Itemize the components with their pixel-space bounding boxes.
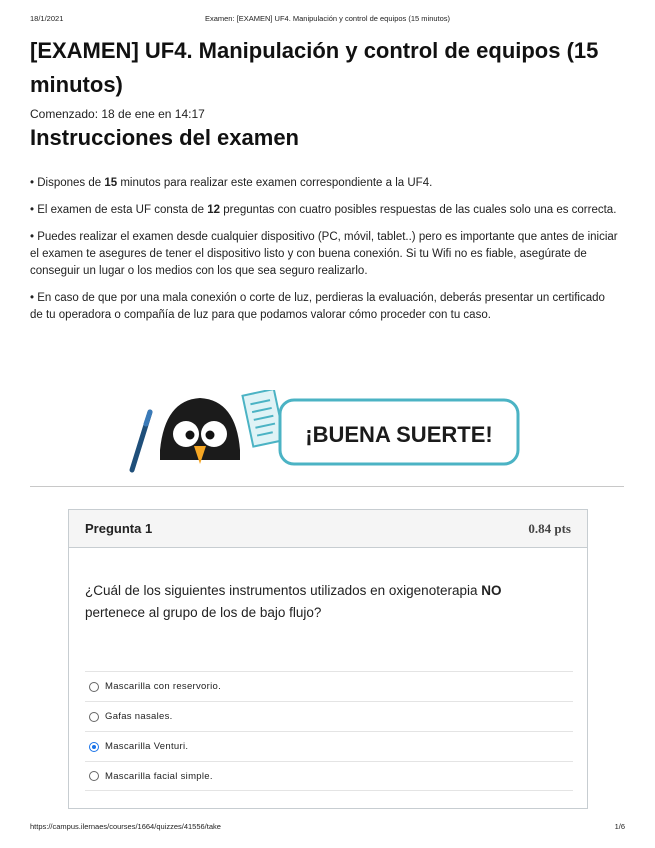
- print-footer: [30, 822, 625, 834]
- answer-option[interactable]: [85, 671, 573, 701]
- answer-list: [85, 671, 573, 791]
- penguin-illustration: [120, 390, 530, 480]
- answer-label: Gafas nasales.: [105, 711, 173, 722]
- started-timestamp: Comenzado: 18 de ene en 14:17: [30, 107, 205, 121]
- question-card: [68, 509, 588, 809]
- radio-button[interactable]: [89, 682, 99, 692]
- answer-label: Mascarilla facial simple.: [105, 770, 213, 782]
- answer-option[interactable]: [85, 701, 573, 731]
- answer-label: Mascarilla Venturi.: [105, 741, 189, 752]
- question-points: 0.84 pts: [528, 521, 571, 536]
- answer-option[interactable]: [85, 731, 573, 761]
- radio-button[interactable]: [89, 712, 99, 722]
- instruction-device: • Puedes realizar el examen desde cualquier dispositivo (PC, móvil, tablet..) pero es importante que antes de iniciar el examen te asegures de tener el dispositivo listo y con buena conexión. Si tu Wifi no es fiable, asegúrate de conseguir un lugar o los medios con los que sea seguro realizarlo.: [30, 231, 618, 277]
- question-text: ¿Cuál de los siguientes instrumentos utilizados en oxigenoterapia NO pertenece al grupo de los de bajo flujo?: [85, 583, 502, 620]
- radio-button[interactable]: [89, 771, 99, 781]
- instruction-questions: • El examen de esta UF consta de 12 preguntas con cuatro posibles respuestas de las cuales solo una es correcta.: [30, 204, 617, 216]
- instruction-connection: • En caso de que por una mala conexión o corte de luz, perdieras la evaluación, deberás presentar un certificado de tu operadora o compañía de luz para que podamos valorar cómo proceder con tu caso.: [30, 292, 605, 321]
- question-header: [69, 510, 587, 548]
- print-url: https://campus.ilernaes/courses/1664/quizzes/41556/take: [30, 822, 221, 831]
- good-luck-text: ¡BUENA SUERTE!: [305, 422, 493, 447]
- section-divider: [30, 486, 624, 487]
- answer-label: Mascarilla con reservorio.: [105, 681, 222, 692]
- print-header: [30, 14, 625, 26]
- print-page-number: 1/6: [614, 822, 625, 831]
- instructions-block: [30, 175, 620, 334]
- instruction-time: • Dispones de 15 minutos para realizar este examen correspondiente a la UF4.: [30, 177, 433, 189]
- print-date: 18/1/2021: [30, 14, 64, 23]
- question-name: Pregunta 1: [85, 521, 153, 536]
- print-doc-title: Examen: [EXAMEN] UF4. Manipulación y control de equipos (15 minutos): [204, 14, 451, 23]
- radio-button-selected[interactable]: [89, 742, 99, 752]
- instructions-title: Instrucciones del examen: [30, 125, 299, 150]
- answer-option[interactable]: [85, 761, 573, 791]
- page-title: [EXAMEN] UF4. Manipulación y control de equipos (15 minutos): [30, 38, 599, 97]
- good-luck-banner: [120, 390, 530, 480]
